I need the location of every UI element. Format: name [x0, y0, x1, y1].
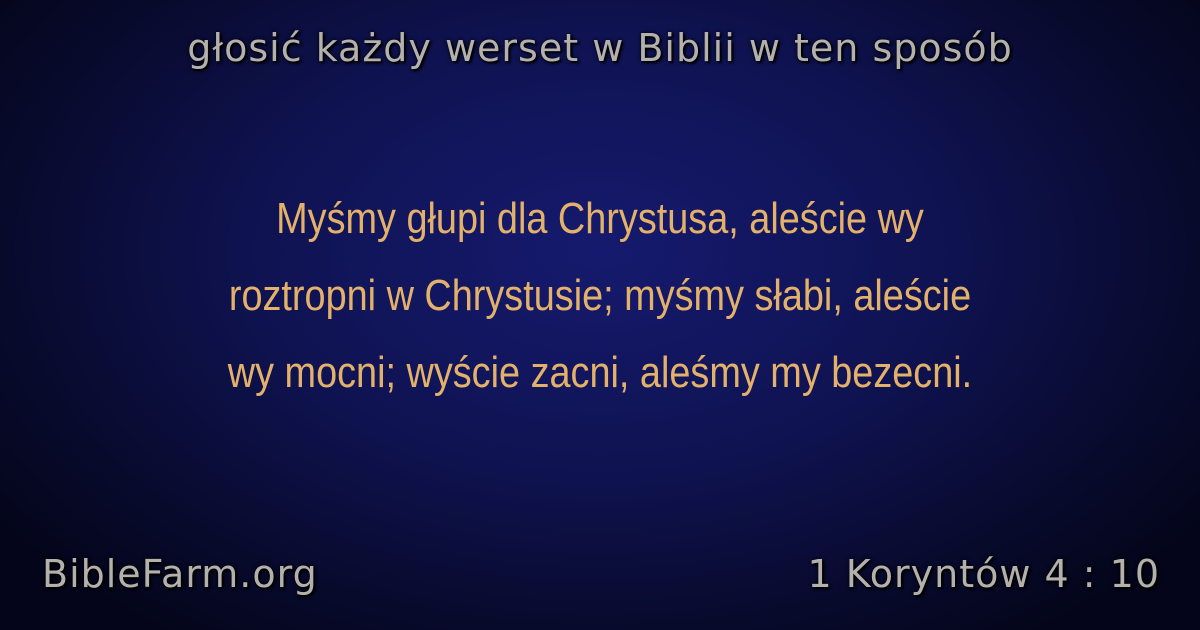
site-name: BibleFarm.org [42, 552, 318, 596]
verse-line: wy mocni; wyście zacni, aleśmy my bezecni. [227, 348, 973, 397]
verse-text [118, 180, 1081, 411]
tagline: głosić każdy werset w Biblii w ten sposób [187, 26, 1013, 70]
verse-line: Myśmy głupi dla Chrystusa, aleście wy [276, 194, 924, 243]
verse-reference: 1 Koryntów 4 : 10 [807, 552, 1160, 596]
verse-line: roztropni w Chrystusie; myśmy słabi, aleście [228, 271, 972, 320]
